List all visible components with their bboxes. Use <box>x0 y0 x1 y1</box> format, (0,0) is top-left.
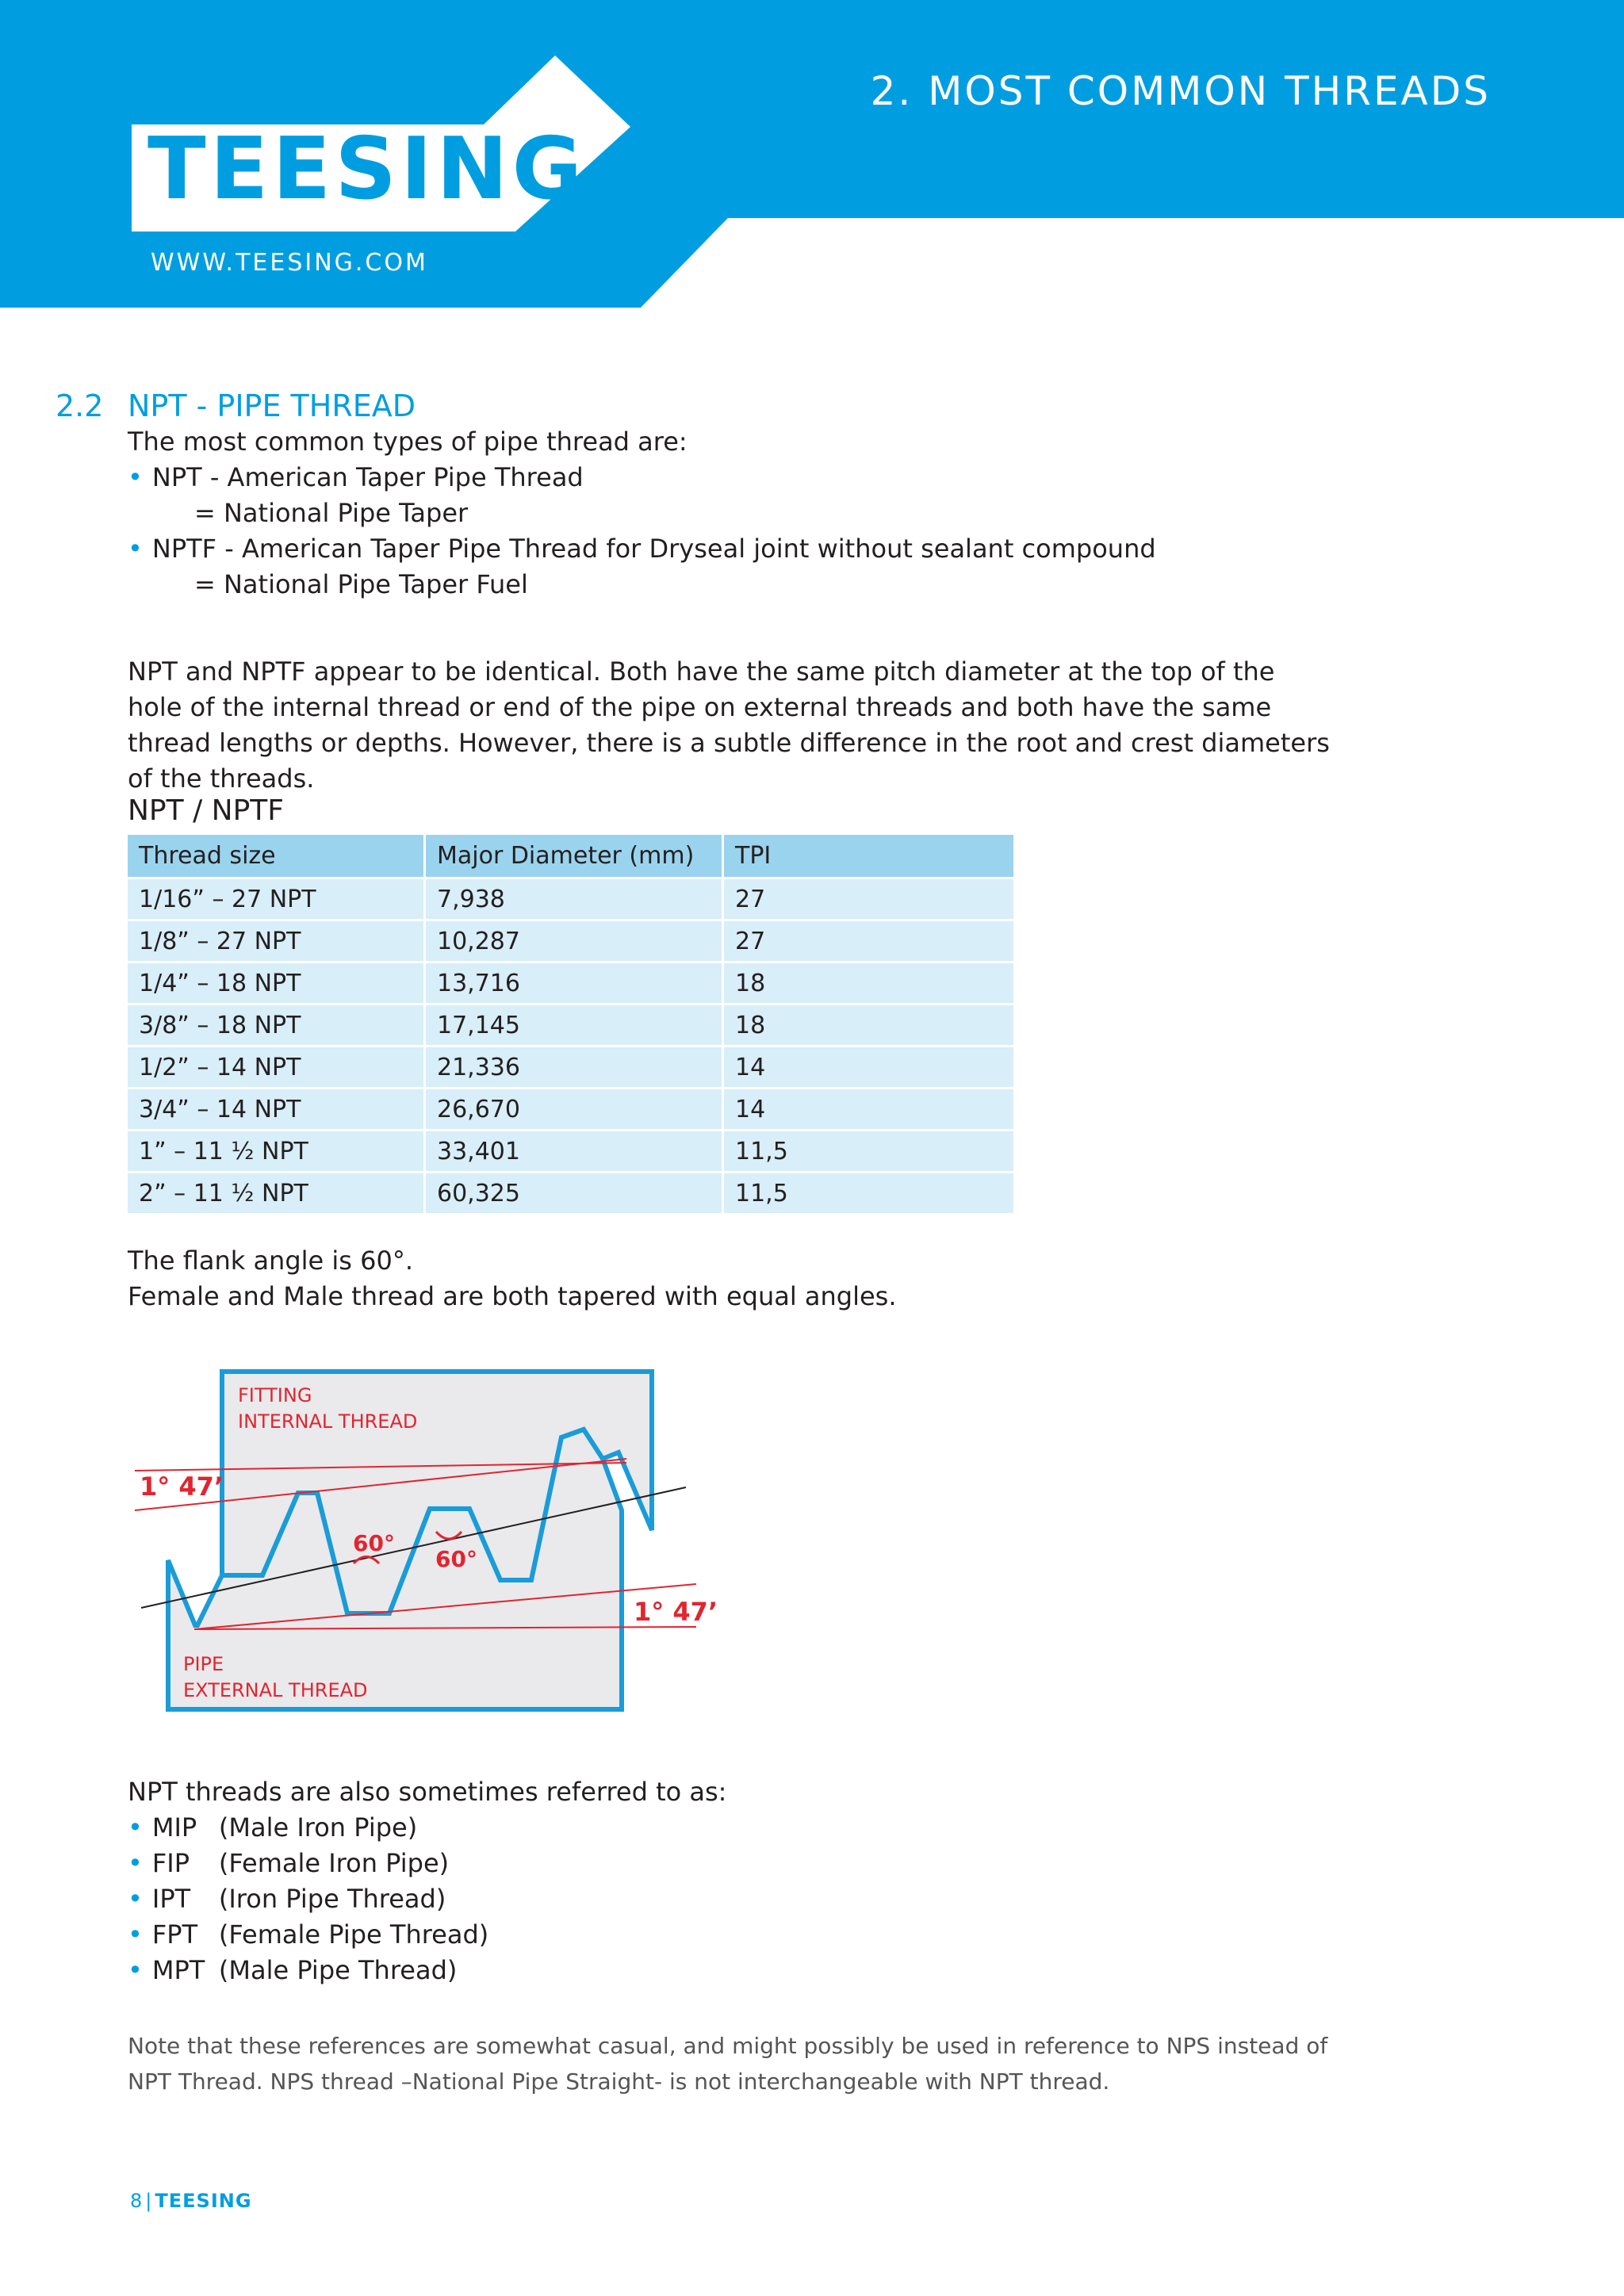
cell: 11,5 <box>723 1173 1015 1215</box>
list-item: • FPT (Female Pipe Thread) <box>128 1919 489 1950</box>
table-header-row <box>128 835 1015 878</box>
bullet-icon: • <box>128 1848 143 1878</box>
table-row <box>128 1004 1015 1047</box>
cell: 27 <box>723 878 1015 920</box>
references-block <box>128 1774 726 1988</box>
cell: 18 <box>723 1004 1015 1047</box>
cell: 21,336 <box>425 1047 723 1089</box>
cell: 11,5 <box>723 1131 1015 1173</box>
table-row <box>128 878 1015 920</box>
cell: 1” – 11 ½ NPT <box>128 1131 425 1173</box>
type-item: • NPTF - American Taper Pipe Thread for Dryseal joint without sealant compound <box>128 534 1156 564</box>
flank-text-block <box>128 1243 897 1314</box>
table-row <box>128 920 1015 962</box>
thread-diagram <box>135 1364 718 1720</box>
chapter-title: 2. MOST COMMON THREADS <box>870 68 1491 114</box>
taper-line: Female and Male thread are both tapered with equal angles. <box>128 1281 897 1311</box>
fitting-label: INTERNAL THREAD <box>238 1410 418 1433</box>
cell: 14 <box>723 1047 1015 1089</box>
cell: 10,287 <box>425 920 723 962</box>
cell: 7,938 <box>425 878 723 920</box>
fitting-label: FITTING <box>238 1384 312 1406</box>
section-title: NPT - PIPE THREAD <box>128 388 416 423</box>
cell: 26,670 <box>425 1089 723 1131</box>
table-row <box>128 1047 1015 1089</box>
footer-brand: TEESING <box>155 2190 252 2212</box>
bullet-icon: • <box>128 1919 143 1950</box>
bullet-icon: • <box>128 534 143 564</box>
cell: 60,325 <box>425 1173 723 1215</box>
bullet-icon: • <box>128 1955 143 1985</box>
list-item: • MPT (Male Pipe Thread) <box>128 1955 458 1985</box>
pipe-label: EXTERNAL THREAD <box>183 1679 368 1701</box>
type-item: • NPT - American Taper Pipe Thread <box>128 462 584 492</box>
flank-line: The flank angle is 60°. <box>128 1246 414 1276</box>
list-item: • IPT (Iron Pipe Thread) <box>128 1884 446 1914</box>
col-header: Major Diameter (mm) <box>425 835 723 878</box>
flank-angle-label: 60° <box>435 1546 477 1572</box>
col-header: Thread size <box>128 835 425 878</box>
cell: 1/4” – 18 NPT <box>128 962 425 1004</box>
taper-angle-label: 1° 47’ <box>634 1597 718 1627</box>
cell: 14 <box>723 1089 1015 1131</box>
thread-table <box>128 835 1016 1215</box>
table-row <box>128 1089 1015 1131</box>
type-equals: = National Pipe Taper <box>194 498 469 528</box>
cell: 27 <box>723 920 1015 962</box>
cell: 2” – 11 ½ NPT <box>128 1173 425 1215</box>
website-link[interactable]: WWW.TEESING.COM <box>151 249 428 277</box>
table-row <box>128 1131 1015 1173</box>
taper-angle-label: 1° 47’ <box>140 1471 224 1502</box>
bullet-icon: • <box>128 462 143 492</box>
flank-angle-label: 60° <box>353 1530 395 1556</box>
cell: 3/4” – 14 NPT <box>128 1089 425 1131</box>
cell: 1/2” – 14 NPT <box>128 1047 425 1089</box>
cell: 1/16” – 27 NPT <box>128 878 425 920</box>
intro-text: The most common types of pipe thread are: <box>128 427 688 457</box>
cell: 33,401 <box>425 1131 723 1173</box>
description-paragraph: NPT and NPTF appear to be identical. Both have the same pitch diameter at the top of the hole of the internal thread or end of the pipe on external threads and both have the same thread lengths or depths. However, there is a subtle difference in the root and crest diameters of the threads. <box>128 656 1330 794</box>
cell: 3/8” – 18 NPT <box>128 1004 425 1047</box>
table-row <box>128 1173 1015 1215</box>
pipe-label: PIPE <box>183 1653 224 1675</box>
note-paragraph: Note that these references are somewhat casual, and might possibly be used in reference to NPS instead of NPT Thread. NPS thread –National Pipe Straight- is not interchangeable with NPT thread. <box>128 2033 1328 2095</box>
bullet-icon: • <box>128 1884 143 1914</box>
footer-separator: | <box>145 2190 152 2212</box>
bullet-icon: • <box>128 1812 143 1843</box>
page-number: 8 <box>130 2190 143 2212</box>
cell: 1/8” – 27 NPT <box>128 920 425 962</box>
cell: 17,145 <box>425 1004 723 1047</box>
refs-intro: NPT threads are also sometimes referred to as: <box>128 1777 727 1807</box>
table-row <box>128 962 1015 1004</box>
logo: TEESING <box>147 120 587 219</box>
cell: 13,716 <box>425 962 723 1004</box>
type-equals: = National Pipe Taper Fuel <box>194 569 528 599</box>
table-title: NPT / NPTF <box>128 794 284 827</box>
page-footer <box>130 2190 252 2212</box>
section-number: 2.2 <box>56 388 104 423</box>
list-item: • MIP (Male Iron Pipe) <box>128 1812 418 1843</box>
list-item: • FIP (Female Iron Pipe) <box>128 1848 450 1878</box>
cell: 18 <box>723 962 1015 1004</box>
col-header: TPI <box>723 835 1015 878</box>
types-block <box>128 424 1156 603</box>
